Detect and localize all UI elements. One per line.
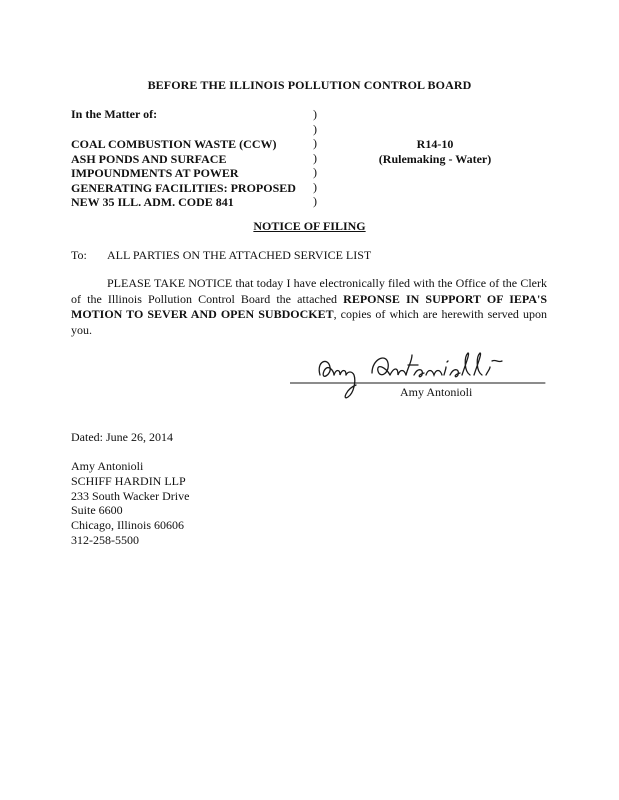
address-line: SCHIFF HARDIN LLP [71, 473, 186, 488]
address-line: Chicago, Illinois 60606 [71, 518, 184, 533]
address-line: 312-258-5500 [71, 532, 139, 547]
paren: ) [313, 150, 317, 165]
dated-line: Dated: June 26, 2014 [71, 430, 173, 444]
to-label: To: [71, 248, 87, 262]
recipients: ALL PARTIES ON THE ATTACHED SERVICE LIST [107, 248, 372, 262]
docket-info [370, 137, 500, 166]
caption-parentheses [313, 107, 317, 209]
address-line: Amy Antonioli [71, 459, 144, 473]
caption-line: GENERATING FACILITIES: PROPOSED [71, 180, 296, 195]
caption-line: ASH PONDS AND SURFACE [71, 151, 227, 166]
board-heading: BEFORE THE ILLINOIS POLLUTION CONTROL BOARD [147, 78, 472, 92]
body-text: PLEASE TAKE NOTICE that today I have electronically filed with the Office of the Clerk of the Illinois Pollution Control Board the attached [71, 276, 547, 306]
paren: ) [313, 165, 317, 179]
address-line: 233 South Wacker Drive [71, 488, 190, 503]
docket-type: (Rulemaking - Water) [378, 151, 492, 166]
address-block [71, 459, 189, 548]
case-caption [71, 137, 296, 210]
paren: ) [313, 194, 317, 208]
caption-line: COAL COMBUSTION WASTE (CCW) [71, 137, 277, 151]
notice-title: NOTICE OF FILING [253, 219, 366, 233]
matter-label: In the Matter of: [71, 107, 158, 121]
address-line: Suite 6600 [71, 503, 123, 518]
filed-document-title: REPONSE IN SUPPORT OF IEPA'S MOTION TO SEVER AND OPEN SUBDOCKET [71, 291, 547, 321]
caption-line: IMPOUNDMENTS AT POWER [71, 166, 239, 180]
body-text: , copies of which are herewith served upon you. [71, 307, 547, 337]
paren: ) [313, 179, 317, 194]
paren: ) [313, 121, 317, 136]
paren: ) [313, 107, 317, 121]
signatory-name: Amy Antonioli [400, 385, 473, 399]
caption-line: NEW 35 ILL. ADM. CODE 841 [71, 195, 234, 209]
docket-number: R14-10 [416, 137, 454, 151]
notice-body [71, 276, 547, 338]
paren: ) [313, 136, 317, 150]
